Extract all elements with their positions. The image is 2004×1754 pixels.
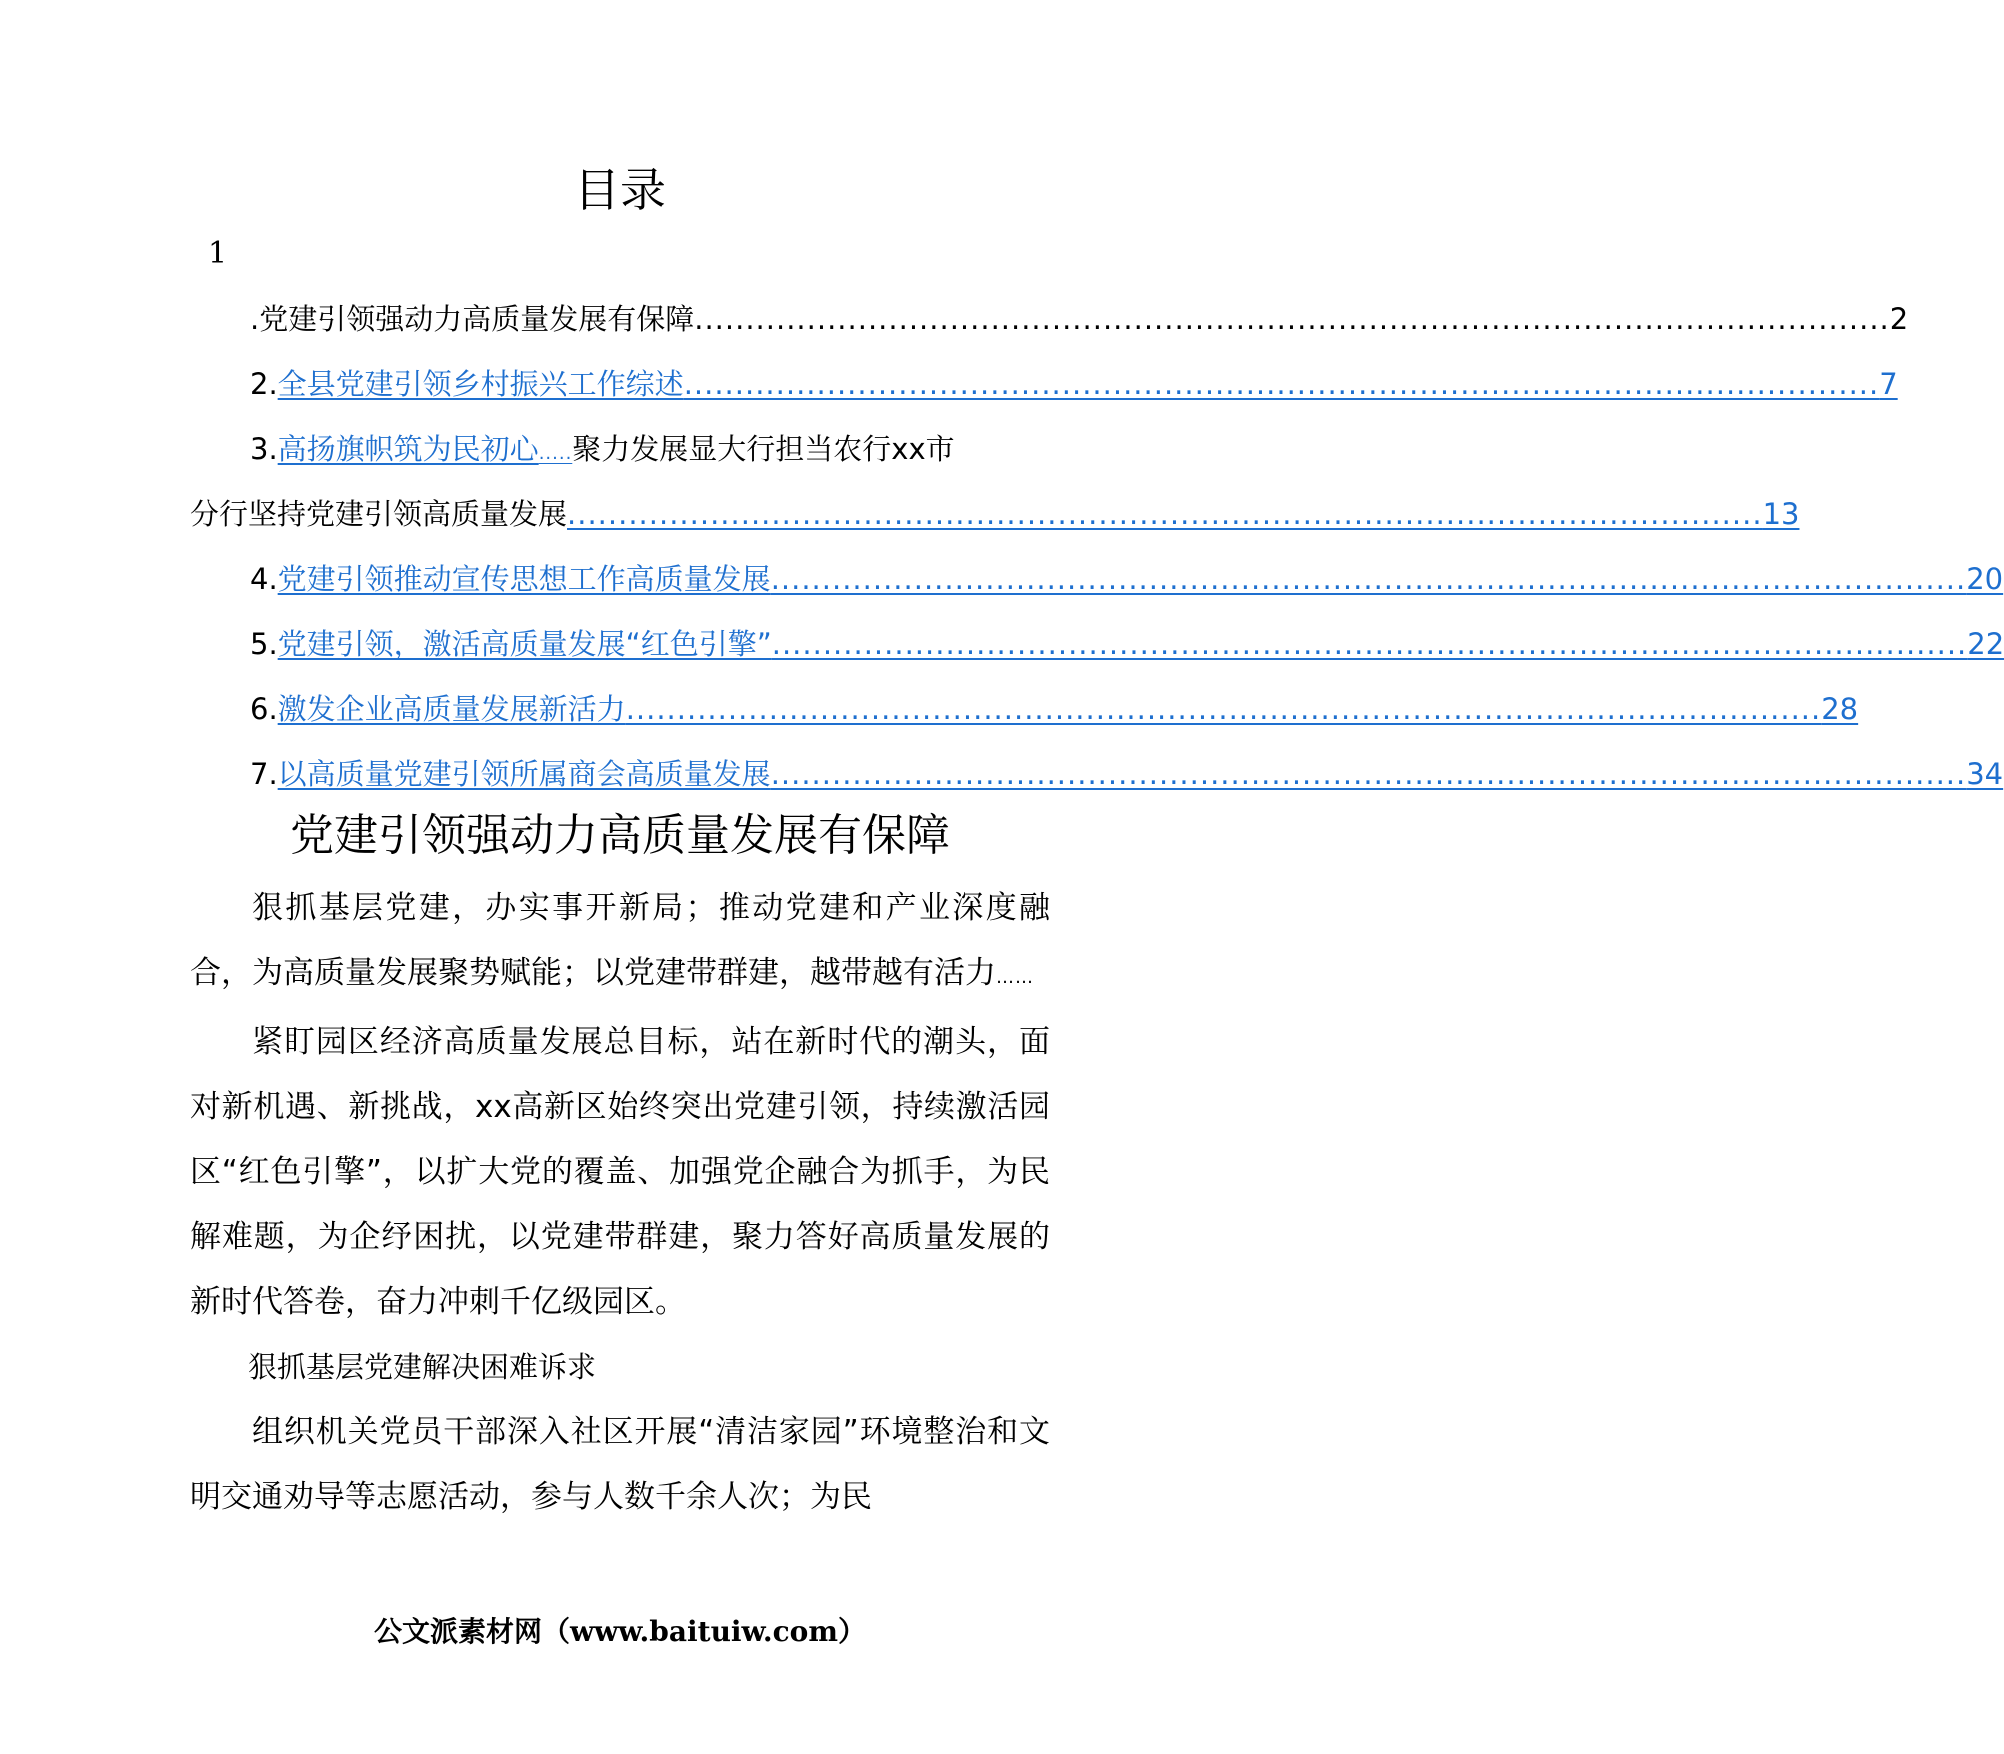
toc-item-number: 6. [250,692,278,726]
toc-item-number: 5. [250,627,278,661]
toc-item-4[interactable] [190,553,2004,618]
toc-item-link-dots[interactable]: ..... [538,443,573,464]
toc-item-link[interactable]: 高扬旗帜筑为民初心 [277,432,539,466]
footer-watermark: 公文派素材网（www.baituiw.com） [374,1615,866,1648]
toc-item-link[interactable]: 激发企业高质量发展新活力 [277,692,626,726]
toc-item-number: 3. [250,432,278,466]
toc-leader-dots[interactable]: ..................................................................................................................... [770,562,1967,596]
toc-item-page[interactable]: 13 [1762,497,1800,531]
toc-item-page[interactable]: 34 [1966,757,2004,791]
toc-first-number: 1 [208,236,228,271]
toc-leader-dots[interactable]: ..................................................................................................................... [683,367,1880,401]
toc-item-text: 党建引领强动力高质量发展有保障 [259,302,695,336]
paragraph-ellipsis: …… [996,967,1034,988]
toc-item-number: . [250,302,260,336]
toc-item-link[interactable]: 党建引领，激活高质量发展“红色引擎” [277,627,772,661]
toc-item-page[interactable]: 22 [1967,627,2004,661]
toc-item-link[interactable]: 以高质量党建引领所属商会高质量发展 [277,757,771,791]
toc-item-page[interactable]: 28 [1821,692,1859,726]
toc-item-page[interactable]: 7 [1879,367,1898,401]
section-subheading: 狠抓基层党建解决困难诉求 [248,1350,597,1384]
toc-item-1[interactable] [190,293,1909,358]
toc-item-page: 2 [1889,302,1909,336]
toc-item-2[interactable] [190,358,1898,423]
toc-item-link[interactable]: 全县党建引领乡村振兴工作综述 [277,367,684,401]
toc-item-link[interactable]: 党建引领推动宣传思想工作高质量发展 [277,562,771,596]
table-of-contents [190,293,2004,813]
toc-item-3[interactable] [190,423,1800,553]
toc-title: 目录 [574,163,666,217]
paragraph: 组织机关党员干部深入社区开展“清洁家园”环境整治和文明交通劝导等志愿活动，参与人数千余人次；为民 [190,1414,1050,1515]
document-body [190,876,1050,1530]
toc-leader-dots: ..................................................................................................................... [694,302,1890,336]
toc-item-6[interactable] [190,683,1859,748]
paragraph-text: 狠抓基层党建，办实事开新局；推动党建和产业深度融合，为高质量发展聚势赋能；以党建带群建，越带越有活力 [190,890,1050,991]
toc-leader-dots[interactable]: ..................................................................................................................... [625,692,1822,726]
toc-item-number: 4. [250,562,278,596]
toc-item-text: 聚力发展显大行担当农行xx市 [572,432,955,466]
toc-item-page[interactable]: 20 [1966,562,2004,596]
paragraph: 紧盯园区经济高质量发展总目标，站在新时代的潮头，面对新机遇、新挑战，xx高新区始终突出党建引领，持续激活园区“红色引擎”，以扩大党的覆盖、加强党企融合为抓手，为民解难题，为企纾困扰，以党建带群建，聚力答好高质量发展的新时代答卷，奋力冲刺千亿级园区。 [190,1024,1050,1320]
toc-item-7[interactable] [190,748,2004,813]
toc-leader-dots[interactable]: ..................................................................................................................... [771,627,1968,661]
paragraph [190,876,1050,1010]
toc-leader-dots[interactable]: ..................................................................................................................... [770,757,1967,791]
toc-item-number: 7. [250,757,278,791]
toc-item-5[interactable] [190,618,2004,683]
document-title: 党建引领强动力高质量发展有保障 [290,810,950,861]
toc-item-number: 2. [250,367,278,401]
toc-item-text-line2: 分行坚持党建引领高质量发展 [190,497,568,531]
toc-leader-dots[interactable]: ..................................................................................................................... [567,497,1763,531]
